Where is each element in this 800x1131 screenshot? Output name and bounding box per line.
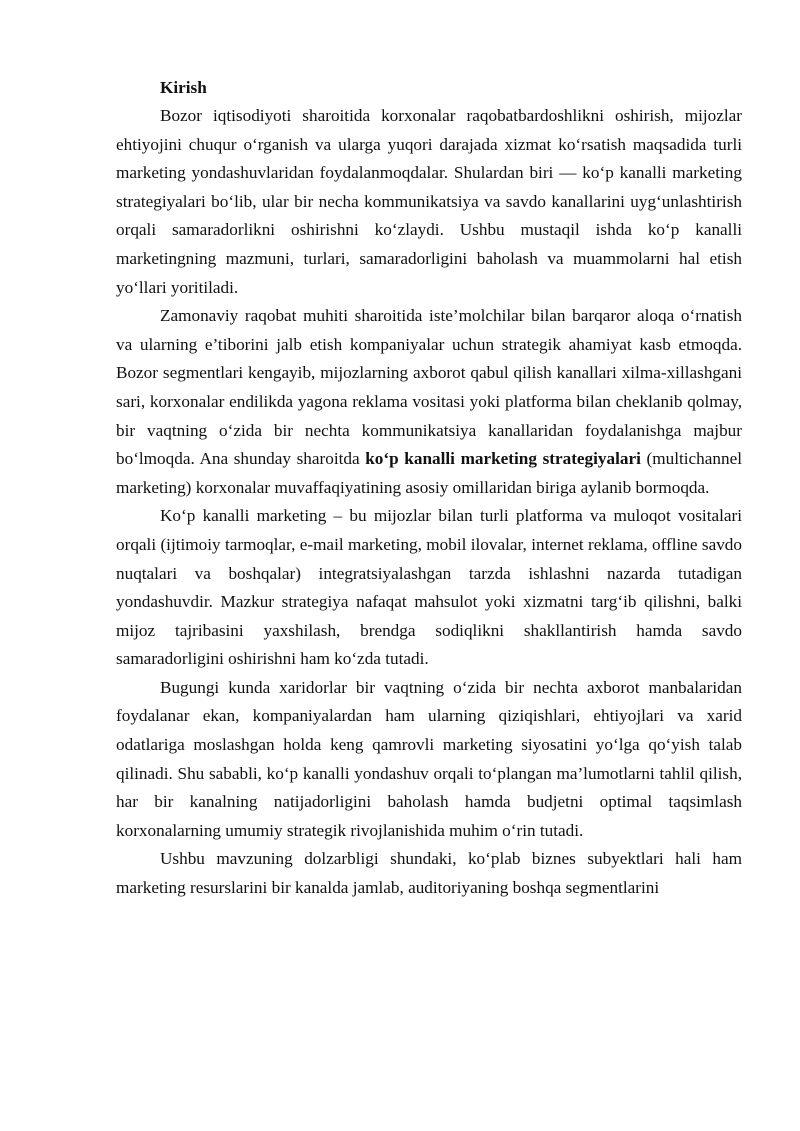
paragraph-relevance	[116, 845, 742, 902]
paragraph-text: Ushbu mavzuning dolzarbligi shundaki, ko‘plab biznes subyektlari hali ham marketing resurslarini bir kanalda jamlab, auditoriyaning boshqa segmentlarini	[116, 849, 742, 898]
paragraph-text: Zamonaviy raqobat muhiti sharoitida iste’molchilar bilan barqaror aloqa o‘rnatish va ularning e’tiborini jalb etish kompaniyalar uchun strategik ahamiyat kasb etmoqda. Bozor segmentlari kengayib, mijozlarning axborot qabul qilish kanallari xilma-xillashgani sari, korxonalar endilikda yagona reklama vositasi yoki platforma bilan cheklanib qolmay, bir vaqtning o‘zida bir nechta kommunikatsiya kanallaridan foydalanishga majbur bo‘lmoqda. Ana shunday sharoitda	[116, 306, 742, 469]
paragraph-definition	[116, 502, 742, 674]
document-page	[116, 74, 742, 903]
section-heading: Kirish	[160, 78, 207, 97]
paragraph-text: Bozor iqtisodiyoti sharoitida korxonalar raqobatbardoshlikni oshirish, mijozlar ehtiyojini chuqur o‘rganish va ularga yuqori darajada xizmat ko‘rsatish maqsadida turli marketing yondashuvlaridan foydalanmoqdalar. Shulardan biri — ko‘p kanalli marketing strategiyalari bo‘lib, ular bir necha kommunikatsiya va savdo kanallarini uyg‘unlashtirish orqali samaradorlikni oshirishni ko‘zlaydi. Ushbu mustaqil ishda ko‘p kanalli marketingning mazmuni, turlari, samaradorligini baholash va muammolarni hal etish yo‘llari yoritiladi.	[116, 106, 742, 297]
paragraph-text: (multichannel marketing) korxonalar muvaffaqiyatining asosiy omillaridan biriga aylanib bormoqda.	[116, 449, 742, 497]
paragraph-text: Bugungi kunda xaridorlar bir vaqtning o‘zida bir nechta axborot manbalaridan foydalanar ekan, kompaniyalardan ham ularning qiziqishlari, ehtiyojlari va xarid odatlariga moslashgan holda keng qamrovli marketing siyosatini yo‘lga qo‘yish talab qilinadi. Shu sababli, ko‘p kanalli yondashuv orqali to‘plangan ma’lumotlarni tahlil qilish, har bir kanalning natijadorligini baholash hamda budjetni optimal taqsimlash korxonalarning umumiy strategik rivojlanishida muhim o‘rin tutadi.	[116, 677, 742, 840]
bold-term: ko‘p kanalli marketing strategiyalari	[365, 449, 641, 469]
paragraph-intro	[116, 102, 742, 302]
paragraph-customers	[116, 674, 742, 846]
paragraph-context	[116, 302, 742, 502]
paragraph-text: Ko‘p kanalli marketing – bu mijozlar bilan turli platforma va muloqot vositalari orqali (ijtimoiy tarmoqlar, e-mail marketing, mobil ilovalar, internet reklama, offline savdo nuqtalari va boshqalar) integratsiyalashgan tarzda ishlashni nazarda tutadigan yondashuvdir. Mazkur strategiya nafaqat mahsulot yoki xizmatni targ‘ib qilishni, balki mijoz tajribasini yaxshilash, brendga sodiqlikni shakllantirish hamda savdo samaradorligini oshirishni ham ko‘zda tutadi.	[116, 506, 742, 669]
